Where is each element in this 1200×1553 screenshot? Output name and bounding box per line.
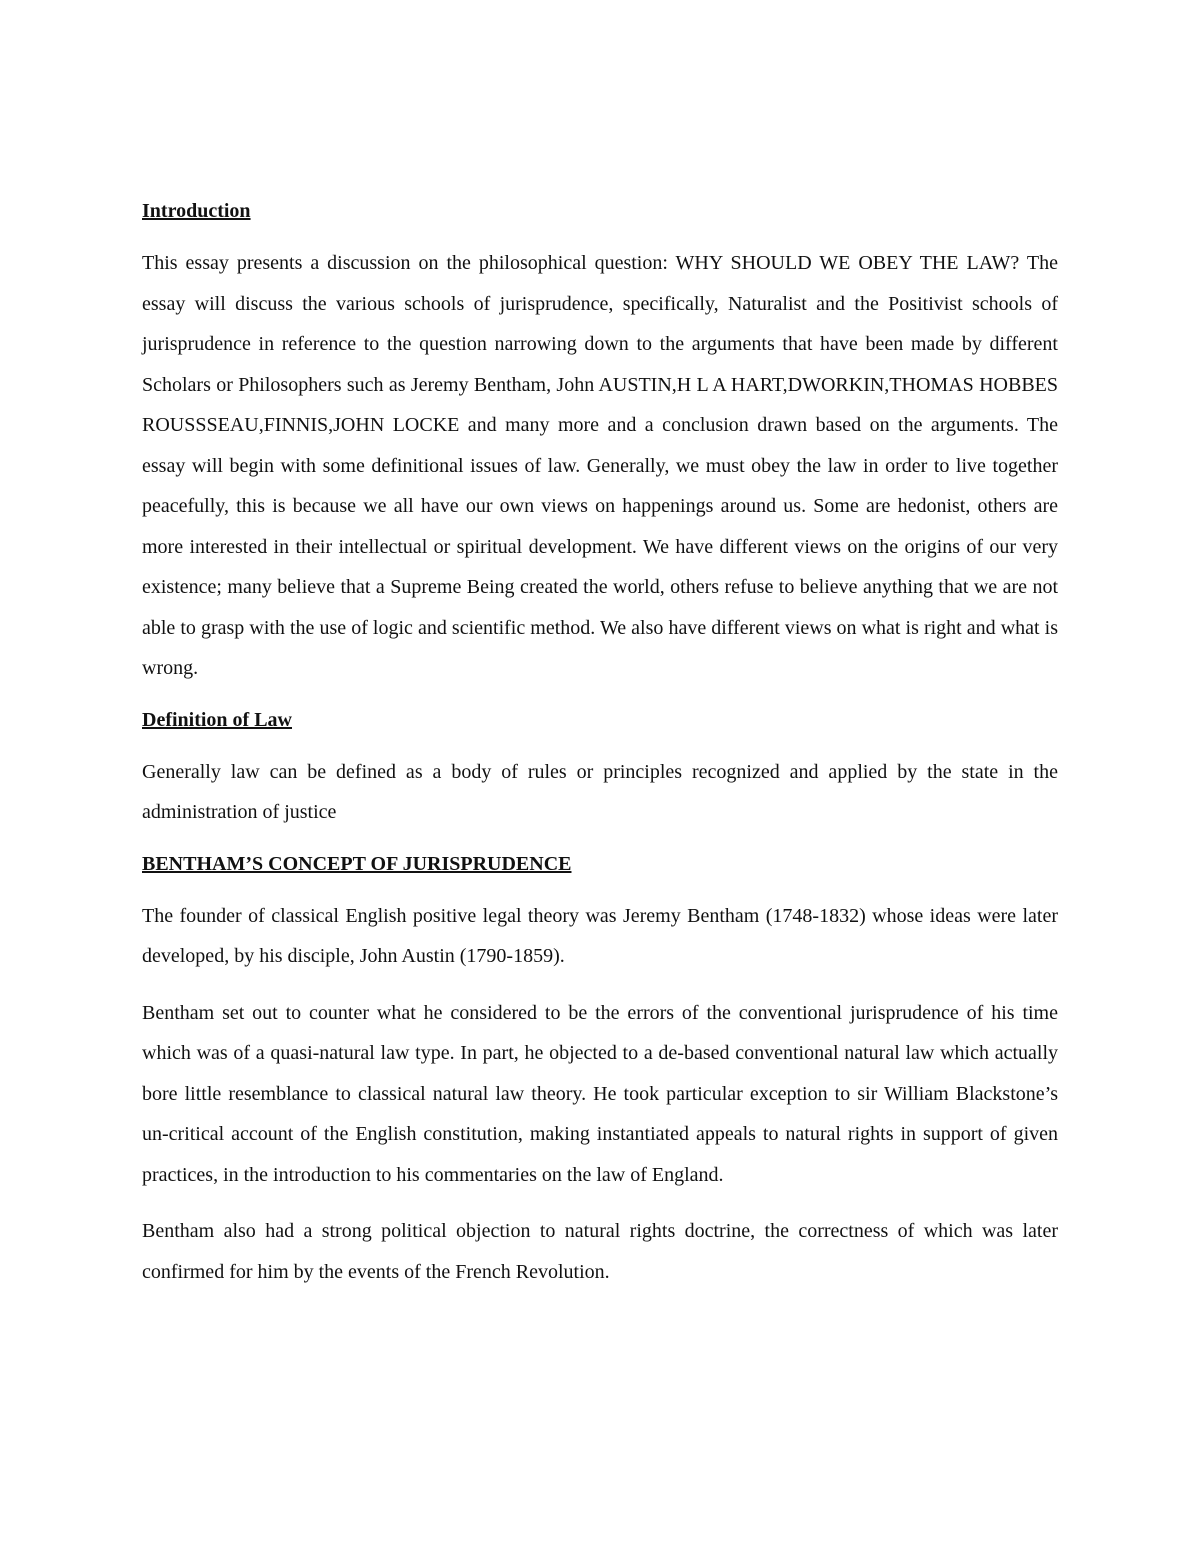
section-heading: Definition of Law	[142, 708, 292, 731]
section-definition-of-law	[142, 705, 1058, 833]
section-heading: BENTHAM’S CONCEPT OF JURISPRUDENCE	[142, 852, 572, 875]
section-heading: Introduction	[142, 200, 251, 222]
section-bentham-concept	[142, 849, 1058, 1293]
paragraph: Bentham set out to counter what he considered to be the errors of the conventional jurisprudence of his time which was of a quasi-natural law type. In part, he objected to a de-based conventional natural law which actually bore little resemblance to classical natural law theory. He took particular exception to sir William Blackstone’s un-critical account of the English constitution, making instantiated appeals to natural rights in support of given practices, in the introduction to his commentaries on the law of England.	[142, 1001, 1058, 1186]
section-introduction	[142, 196, 1058, 689]
paragraph: Generally law can be defined as a body of rules or principles recognized and applied by the state in the administration of justice	[142, 760, 1058, 823]
paragraph: The founder of classical English positive legal theory was Jeremy Bentham (1748-1832) whose ideas were later developed, by his disciple, John Austin (1790-1859).	[142, 904, 1058, 967]
paragraph: This essay presents a discussion on the philosophical question: WHY SHOULD WE OBEY THE LAW? The essay will discuss the various schools of jurisprudence, specifically, Naturalist and the Positivist schools of jurisprudence in reference to the question narrowing down to the arguments that have been made by different Scholars or Philosophers such as Jeremy Bentham, John AUSTIN,H L A HART,DWORKIN,THOMAS HOBBES ROUSSSEAU,FINNIS,JOHN LOCKE and many more and a conclusion drawn based on the arguments. The essay will begin with some definitional issues of law. Generally, we must obey the law in order to live together peacefully, this is because we all have our own views on happenings around us. Some are hedonist, others are more interested in their intellectual or spiritual development. We have different views on the origins of our very existence; many believe that a Supreme Being created the world, others refuse to believe anything that we are not able to grasp with the use of logic and scientific method. We also have different views on what is right and what is wrong.	[142, 252, 1058, 679]
paragraph: Bentham also had a strong political objection to natural rights doctrine, the correctness of which was later confirmed for him by the events of the French Revolution.	[142, 1220, 1058, 1283]
document-body	[142, 196, 1058, 1308]
